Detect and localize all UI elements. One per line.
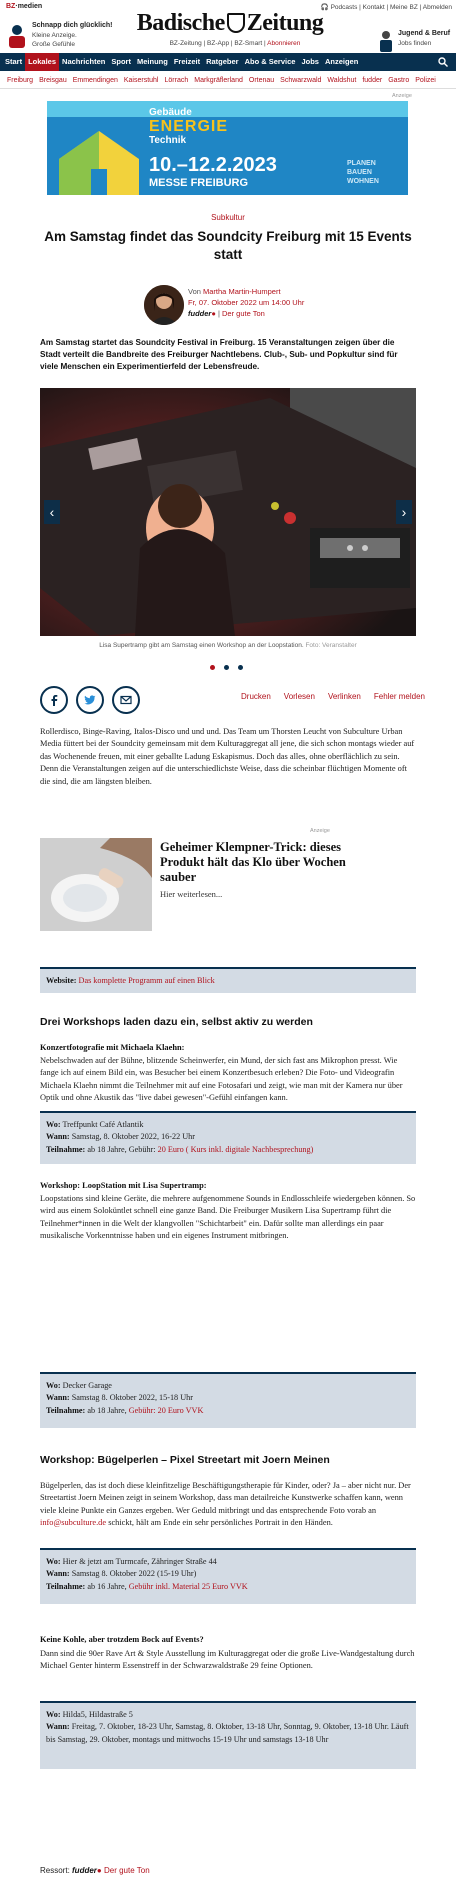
ad-place: MESSE FREIBURG bbox=[149, 177, 249, 189]
subnav-item-freiburg[interactable]: Freiburg bbox=[7, 77, 34, 84]
ad-top-bar bbox=[47, 101, 408, 117]
carousel-dot[interactable] bbox=[224, 665, 229, 670]
bz-medien-logo[interactable]: BZ·medien bbox=[6, 3, 43, 10]
sub-navigation bbox=[0, 75, 456, 89]
facebook-icon bbox=[48, 694, 60, 706]
search-icon[interactable] bbox=[438, 57, 448, 67]
program-link[interactable]: Das komplette Programm auf einen Blick bbox=[78, 976, 215, 985]
ressort-line: Ressort: fudder● Der gute Ton bbox=[40, 1866, 150, 1875]
subscribe-link[interactable]: Abonnieren bbox=[267, 40, 301, 47]
nav-item-meinung[interactable]: Meinung bbox=[136, 57, 168, 66]
banner-ad[interactable] bbox=[47, 101, 408, 195]
top-links[interactable]: 🎧 Podcasts | Kontakt | Meine BZ | Abmelden bbox=[320, 4, 452, 11]
workshops-heading: Drei Workshops laden dazu ein, selbst aktiv zu werden bbox=[40, 1016, 313, 1028]
article-lead: Am Samstag startet das Soundcity Festival in Freiburg. 15 Veranstaltungen zeigen über die Stadt verteilt die Bandbreite des Freiburger Nachtlebens. Club-, Sub- und Popkultur sind für viele Menschen ein Experimentierfeld der Lebensfreude. bbox=[40, 338, 398, 371]
free-events-text: Dann sind die 90er Rave Art & Style Ausstellung im Kulturaggregat oder die große Live-Wandgestaltung durch Michael Genter hinterm Essenstreff in der Schwarzwaldstraße 29 feine Optionen. bbox=[40, 1649, 415, 1671]
facebook-share-button[interactable] bbox=[40, 686, 68, 714]
subnav-item-schwarzwald[interactable]: Schwarzwald bbox=[280, 77, 322, 84]
nav-item-ratgeber[interactable]: Ratgeber bbox=[206, 57, 239, 66]
subnav-item-emmendingen[interactable]: Emmendingen bbox=[72, 77, 118, 84]
nav-item-freizeit[interactable]: Freizeit bbox=[173, 57, 201, 66]
workshop1-info-box: Wo: Treffpunkt Café Atlantik Wann: Samstag, 8. Oktober 2022, 16-22 Uhr Teilnahme: ab 18 Jahre, Gebühr: 20 Euro ( Kurs inkl. digitale Nachbesprechung) bbox=[40, 1111, 416, 1164]
carousel-dot[interactable] bbox=[210, 665, 215, 670]
workshop2-info-box: Wo: Decker Garage Wann: Samstag 8. Oktober 2022, 15-18 Uhr Teilnahme: ab 18 Jahre, Gebühr: 20 Euro VVK bbox=[40, 1372, 416, 1428]
promo-kleinanzeigen[interactable] bbox=[6, 22, 126, 52]
promo-left-line2: Große Gefühle bbox=[32, 41, 75, 48]
print-link[interactable]: Drucken bbox=[241, 692, 271, 701]
article-paragraph: Rollerdisco, Binge-Raving, Italos-Disco und und und. Das Team um Thorsten Leucht von Subculture Urban Media füttert bei der Soundcity gemeinsam mit dem Kulturaggregat all jene, die sich schon montags wieder auf das Wochenende freuen, mit einer geballte Ladung Eskapismus. Doch das alles, ohne oberflächlich zu sein. Denn die Veranstaltungen zeigen auf die unterschiedlichste Weise, dass die scheinbar flüchtigen Momente oft die sind, die am längsten bleiben. bbox=[40, 727, 415, 786]
article-actions bbox=[241, 692, 425, 701]
subnav-item-markgr-flerland[interactable]: Markgräflerland bbox=[194, 77, 243, 84]
category-link[interactable]: Der gute Ton bbox=[222, 309, 265, 318]
website-box: Website: Das komplette Programm auf einen Blick bbox=[40, 967, 416, 993]
mail-icon bbox=[120, 694, 132, 706]
fudder-logo[interactable]: fudder● bbox=[72, 1866, 102, 1875]
subnav-item-gastro[interactable]: Gastro bbox=[388, 77, 410, 84]
promo-left-line1: Kleine Anzeige. bbox=[32, 32, 77, 39]
nav-item-abo-service[interactable]: Abo & Service bbox=[244, 57, 296, 66]
nav-item-sport[interactable]: Sport bbox=[111, 57, 131, 66]
main-navigation bbox=[0, 53, 456, 71]
loopstation-photo bbox=[40, 388, 416, 636]
carousel-dot[interactable] bbox=[238, 665, 243, 670]
headphones-icon: 🎧 bbox=[320, 4, 331, 11]
nav-item-lokales[interactable]: Lokales bbox=[25, 53, 59, 71]
author-photo bbox=[144, 285, 184, 325]
promo-right-line: Jobs finden bbox=[398, 40, 432, 47]
photo-caption: Lisa Supertramp gibt am Samstag einen Workshop an der Loopstation. Foto: Veranstalter bbox=[99, 642, 357, 649]
person-icon bbox=[6, 24, 28, 48]
subnav-item-fudder[interactable]: fudder bbox=[362, 77, 383, 84]
article-photo bbox=[40, 388, 416, 636]
email-share-button[interactable] bbox=[112, 686, 140, 714]
workshop1-text: Nebelschwaden auf der Bühne, blitzende Scheinwerfer, ein Mund, der sich fast ans Mikrophon presst. Wie fange ich auf einem Bild ein, was Besucher bei einem Konzertbesuch erleben? Die Foto- und Videografin Michaela Klaehn nimmt die Teilnehmer mit auf eine Fotosafari und zeigt, wie man mit der Kamera nur über Optik und ohne Akustik das "live dabei gewesen"-Gefühl einfangen kann. bbox=[40, 1056, 403, 1103]
free-events-info-box: Wo: Hilda5, Hildastraße 5 Wann: Freitag, 7. Oktober, 18-23 Uhr, Samstag, 8. Oktober, 13-18 Uhr, Sonntag, 9. Oktober, 13-18 Uhr. Läuft bis Samstag, 29. Oktober, montags und mittwochs 15-19 Uhr und samstags 13-18 Uhr bbox=[40, 1701, 416, 1769]
ad-line3: Technik bbox=[149, 135, 187, 146]
product-links[interactable]: BZ-Zeitung | BZ-App | BZ-Smart | Abonnieren bbox=[169, 40, 301, 47]
workshop3-text: Bügelperlen, das ist doch diese kleinfitzelige Beschäftigungstherapie für Kinder, oder? Ja – aber nicht nur. Der Streetartist Joern Meinen zeigt in seinem Workshop, dass man detailreiche Kunstwerke schaffen kann, wenn viele kleine Punkte ein Ganzes ergeben. Wer Geduld mitbringt und das entsprechende Foto vorab an info@subculture.de schickt, hält am Ende ein sehr persönliches Portrait in den Händen. bbox=[40, 1481, 411, 1528]
author-link[interactable]: Martha Martin-Humpert bbox=[203, 287, 281, 296]
article-headline: Am Samstag findet das Soundcity Freiburg mit 15 Events statt bbox=[44, 229, 412, 262]
nav-item-anzeigen[interactable]: Anzeigen bbox=[324, 57, 359, 66]
author-avatar[interactable] bbox=[144, 285, 184, 325]
article-kicker[interactable]: Subkultur bbox=[211, 213, 245, 222]
ad-line2: ENERGIE bbox=[149, 118, 229, 135]
ad-line1: Gebäude bbox=[149, 107, 192, 118]
twitter-icon bbox=[84, 694, 96, 706]
ressort-link[interactable]: Der gute Ton bbox=[103, 1866, 150, 1875]
free-events-title: Keine Kohle, aber trotzdem Bock auf Events? bbox=[40, 1635, 204, 1644]
workshop2-text: Loopstations sind kleine Geräte, die mehrere aufgenommene Sounds in Endlosschleife wiedergeben können. So wird aus einem Soloküntlet schnell eine ganze Band. Die Freiburger Musikern Lisa Supertramp führt die Teilnehmer*innen in die Welt der klangvollen "Schichtarbeit" ein. Dafür sollte man allerdings ein paar musikalische Vorkenntnisse haben und ein eigenes Instrument mitbringen. bbox=[40, 1194, 416, 1241]
subnav-item-kaiserstuhl[interactable]: Kaiserstuhl bbox=[123, 77, 159, 84]
teaser-read-more[interactable]: Hier weiterlesen... bbox=[160, 889, 223, 899]
subnav-item-polizei[interactable]: Polizei bbox=[415, 77, 436, 84]
workshop3-heading: Workshop: Bügelperlen – Pixel Streetart mit Joern Meinen bbox=[40, 1454, 330, 1466]
subnav-item-ortenau[interactable]: Ortenau bbox=[248, 77, 275, 84]
twitter-share-button[interactable] bbox=[76, 686, 104, 714]
fudder-logo[interactable]: fudder● bbox=[188, 309, 216, 318]
carousel-dots[interactable] bbox=[210, 665, 243, 670]
workshop2-title: Workshop: LoopStation mit Lisa Supertramp: bbox=[40, 1181, 207, 1190]
nav-item-nachrichten[interactable]: Nachrichten bbox=[62, 57, 106, 66]
teaser-title[interactable]: Geheimer Klempner-Trick: dieses Produkt hält das Klo über Wochen sauber bbox=[160, 840, 346, 884]
read-aloud-link[interactable]: Vorlesen bbox=[283, 692, 315, 701]
workshop1-title: Konzertfotografie mit Michaela Klaehn: bbox=[40, 1043, 185, 1052]
share-link[interactable]: Verlinken bbox=[327, 692, 361, 701]
email-link[interactable]: info@subculture.de bbox=[40, 1518, 107, 1528]
teaser-ad-label: Anzeige bbox=[310, 828, 330, 834]
promo-left-title: Schnapp dich glücklich! bbox=[32, 22, 113, 29]
carousel-next-button[interactable]: › bbox=[396, 500, 412, 524]
ad-side-text: PLANEN BAUEN WOHNEN bbox=[347, 160, 379, 185]
ad-label: Anzeige bbox=[392, 93, 412, 99]
workshop3-info-box: Wo: Hier & jetzt am Turmcafe, Zähringer Straße 44 Wann: Samstag 8. Oktober 2022 (15-19 Uhr) Teilnahme: ab 16 Jahre, Gebühr inkl. Material 25 Euro VVK bbox=[40, 1548, 416, 1604]
subnav-item-breisgau[interactable]: Breisgau bbox=[39, 77, 67, 84]
nav-item-start[interactable]: Start bbox=[5, 57, 23, 66]
ad-dates: 10.–12.2.2023 bbox=[149, 154, 277, 176]
site-header bbox=[0, 0, 456, 60]
subnav-item-waldshut[interactable]: Waldshut bbox=[327, 77, 357, 84]
article-meta: Von Martha Martin-Humpert Fr, 07. Oktober 2022 um 14:00 Uhr fudder● | Der gute Ton bbox=[188, 287, 305, 318]
teaser-image[interactable] bbox=[40, 838, 152, 931]
badische-zeitung-logo[interactable]: Badische Zeitung bbox=[136, 10, 324, 36]
subnav-item-l-rrach[interactable]: Lörrach bbox=[164, 77, 189, 84]
workshop1-fee-link[interactable]: 20 Euro ( Kurs inkl. digitale Nachbesprechung) bbox=[157, 1144, 314, 1154]
nav-item-jobs[interactable]: Jobs bbox=[301, 57, 319, 66]
workshop3-fee-link[interactable]: Gebühr inkl. Material 25 Euro VVK bbox=[128, 1581, 248, 1591]
toilet-cleaning-photo bbox=[40, 838, 152, 931]
article-date: Fr, 07. Oktober 2022 um 14:00 Uhr bbox=[188, 298, 305, 307]
report-error-link[interactable]: Fehler melden bbox=[373, 692, 425, 701]
house-illustration bbox=[53, 119, 145, 195]
promo-right-title: Jugend & Beruf bbox=[398, 30, 451, 37]
carousel-prev-button[interactable]: ‹ bbox=[44, 500, 60, 524]
crest-icon bbox=[227, 13, 245, 33]
workshop2-fee-link[interactable]: Gebühr: 20 Euro VVK bbox=[128, 1405, 204, 1415]
person-icon bbox=[378, 30, 394, 52]
